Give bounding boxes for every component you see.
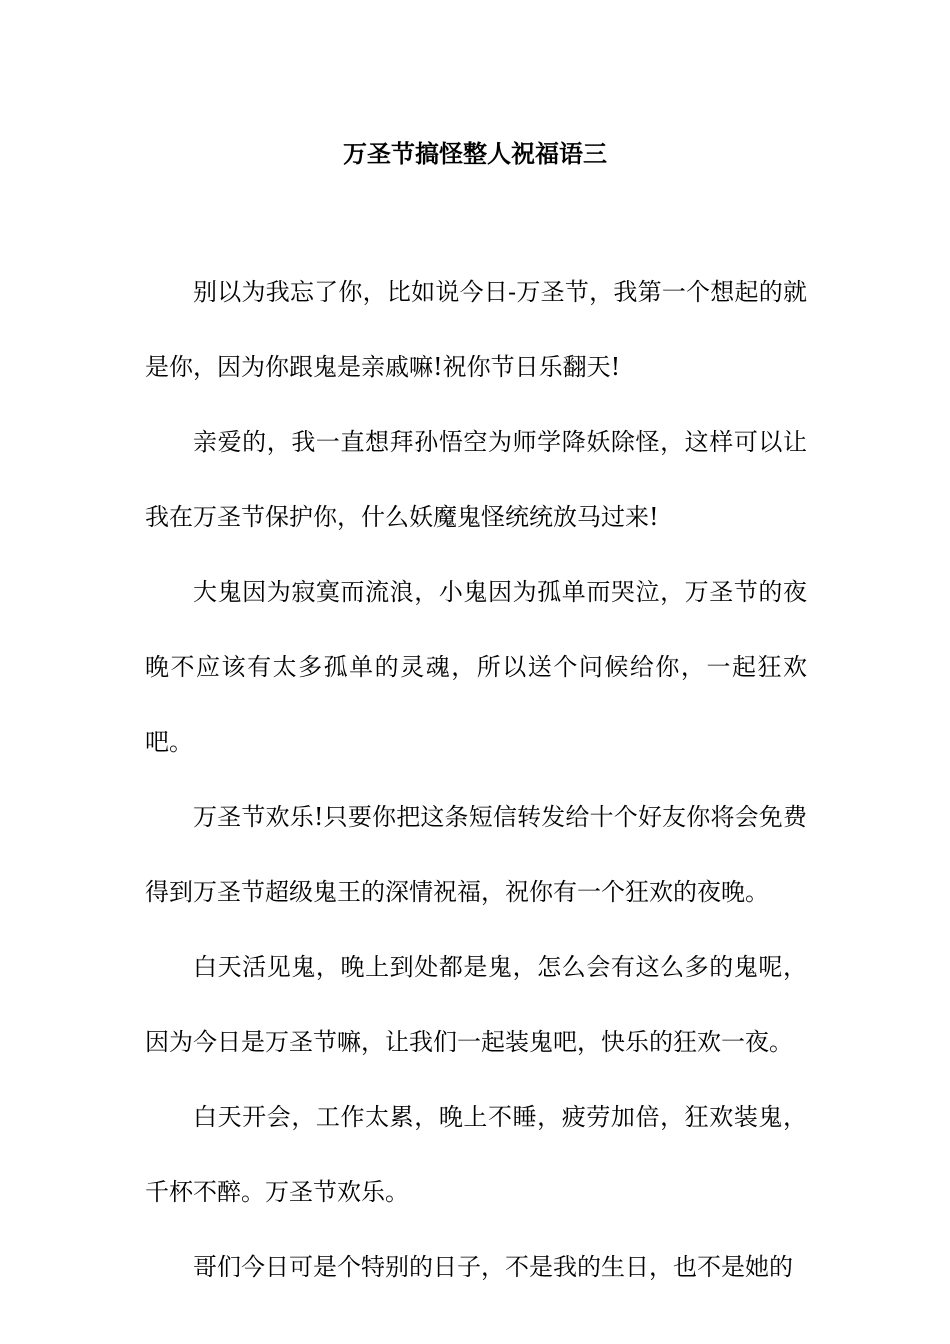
paragraph: 万圣节欢乐!只要你把这条短信转发给十个好友你将会免费得到万圣节超级鬼王的深情祝福，祝你有一个狂欢的夜晚。 bbox=[145, 803, 807, 906]
document-title: 万圣节搞怪整人祝福语三 bbox=[343, 139, 607, 168]
paragraph: 白天活见鬼，晚上到处都是鬼，怎么会有这么多的鬼呢，因为今日是万圣节嘛，让我们一起装鬼吧，快乐的狂欢一夜。 bbox=[145, 953, 807, 1056]
paragraph: 大鬼因为寂寞而流浪，小鬼因为孤单而哭泣，万圣节的夜晚不应该有太多孤单的灵魂，所以送个问候给你，一起狂欢吧。 bbox=[145, 578, 807, 756]
paragraph: 别以为我忘了你，比如说今日-万圣节，我第一个想起的就是你，因为你跟鬼是亲戚嘛!祝你节日乐翻天! bbox=[145, 278, 807, 381]
document-body bbox=[145, 255, 807, 1305]
paragraph: 亲爱的，我一直想拜孙悟空为师学降妖除怪，这样可以让我在万圣节保护你，什么妖魔鬼怪统统放马过来! bbox=[145, 428, 807, 531]
paragraph: 哥们今日可是个特别的日子，不是我的生日，也不是她的 bbox=[193, 1253, 793, 1281]
paragraph: 白天开会，工作太累，晚上不睡，疲劳加倍，狂欢装鬼，千杯不醉。万圣节欢乐。 bbox=[145, 1103, 807, 1206]
